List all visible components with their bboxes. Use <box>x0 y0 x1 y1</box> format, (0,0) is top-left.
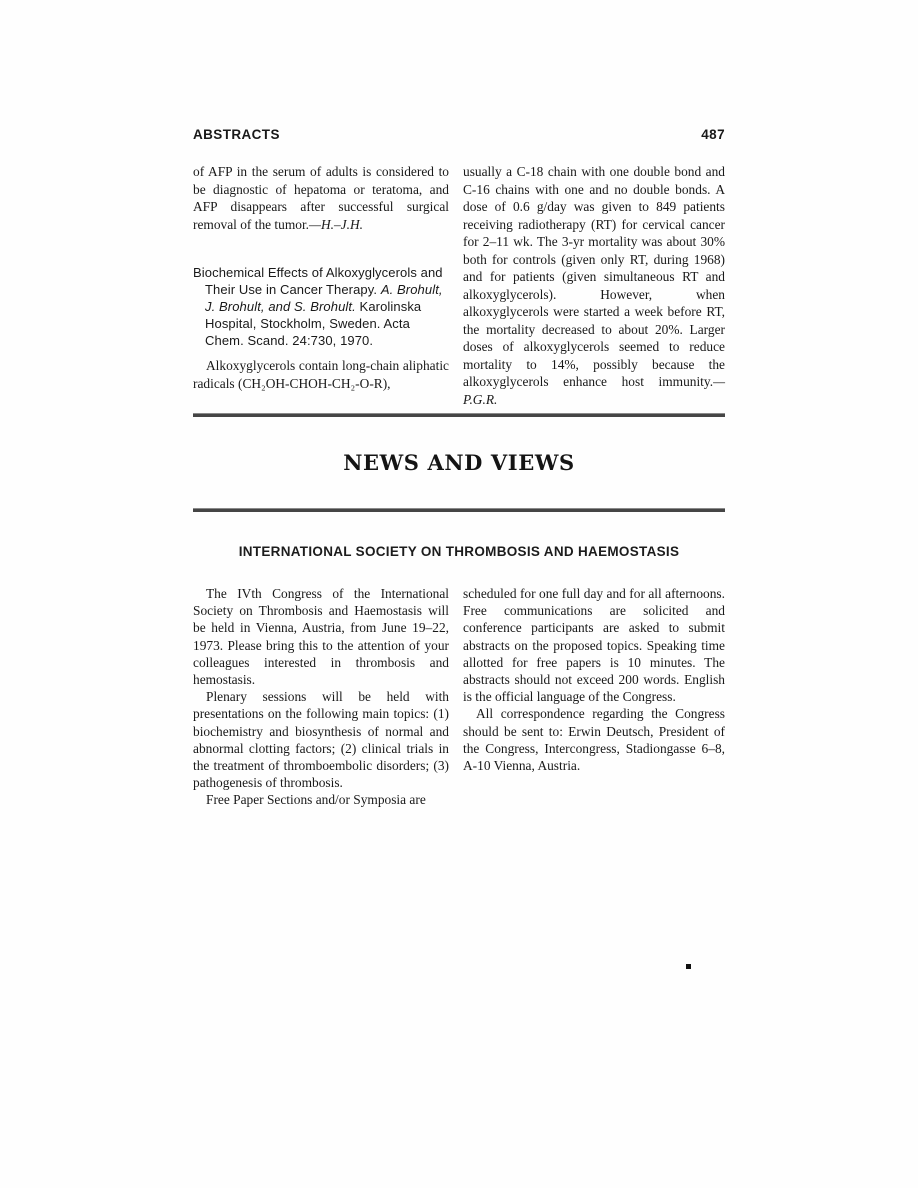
abstracts-right-column <box>463 163 725 408</box>
abstract-citation <box>193 264 449 349</box>
news-paragraph-plenary-topics: Plenary sessions will be held with presentations on the following main topics: (1) biochemistry and biosynthesis of normal and abnormal clotting factors; (2) clinical trials in the treatment of thromboembolic disorders; (3) pathogenesis of thrombosis. <box>193 689 449 791</box>
running-head <box>193 127 725 142</box>
news-right-column <box>463 585 725 774</box>
abstract-continuation-paragraph <box>193 163 449 233</box>
page-number: 487 <box>701 127 725 142</box>
news-paragraph-free-papers-continued: scheduled for one full day and for all afternoons. Free communications are solicited and conference participants are asked to submit abstracts on the proposed topics. Speaking time allotted for free papers is 10 minutes. The abstracts should not exceed 200 words. English is the official language of the Congress. <box>463 586 725 705</box>
citation-title: Biochemical Effects of Alkoxyglycerols and Their Use in Cancer Therapy. <box>193 265 443 297</box>
abstract-reviewer-initials: —H.–J.H. <box>309 216 363 232</box>
news-left-column <box>193 585 449 809</box>
abstract-body-paragraph: Alkoxyglycerols contain long-chain aliphatic radicals (CH₂OH-CHOH-CH₂-O-R), <box>193 358 449 391</box>
ink-speck <box>686 964 691 969</box>
section-title: NEWS AND VIEWS <box>343 450 575 475</box>
running-head-section: ABSTRACTS <box>193 127 280 142</box>
citation-authors: A. Brohult, J. Brohult, and S. Brohult. <box>205 282 443 314</box>
article-title: INTERNATIONAL SOCIETY ON THROMBOSIS AND HAEMOSTASIS <box>238 544 680 559</box>
section-divider-top <box>193 413 725 417</box>
news-paragraph-correspondence: All correspondence regarding the Congress should be sent to: Erwin Deutsch, President of the Congress, Intercongress, Stadiongasse 6–8, A-10 Vienna, Austria. <box>463 706 725 774</box>
abstract-continuation-text: of AFP in the serum of adults is considered to be diagnostic of hepatoma or teratoma, and AFP disappears after successful surgical removal of the tumor. <box>193 164 449 232</box>
abstract-body-continued-paragraph <box>463 163 725 408</box>
news-paragraph-free-papers-start: Free Paper Sections and/or Symposia are <box>206 792 426 808</box>
abstracts-left-column <box>193 163 449 392</box>
news-paragraph-congress: The IVth Congress of the International Society on Thrombosis and Haemostasis will be held in Vienna, Austria, from June 19–22, 1973. Please bring this to the attention of your colleagues interested in thrombosis and hemostasis. <box>193 586 449 688</box>
section-divider-bottom <box>193 508 725 512</box>
abstract-reviewer-initials: —P.G.R. <box>463 374 725 407</box>
abstract-body-continued-text: usually a C-18 chain with one double bond and C-16 chains with one and no double bonds. A dose of 0.6 g/day was given to 849 patients receiving radiotherapy (RT) for cervical cancer for 2–11 wk. The 3-yr mortality was about 30% both for controls (given only RT, during 1968) and for patients (given simultaneous RT and alkoxyglycerols). However, when alkoxyglycerols were started a week before RT, the mortality decreased to about 20%. Larger doses of alkoxyglycerols seemed to reduce mortality to 14%, possibly because the alkoxyglycerols enhance host immunity. <box>463 164 725 389</box>
citation-affiliation: Karolinska Hospital, Stockholm, Sweden. Acta Chem. Scand. 24:730, 1970. <box>205 299 422 348</box>
